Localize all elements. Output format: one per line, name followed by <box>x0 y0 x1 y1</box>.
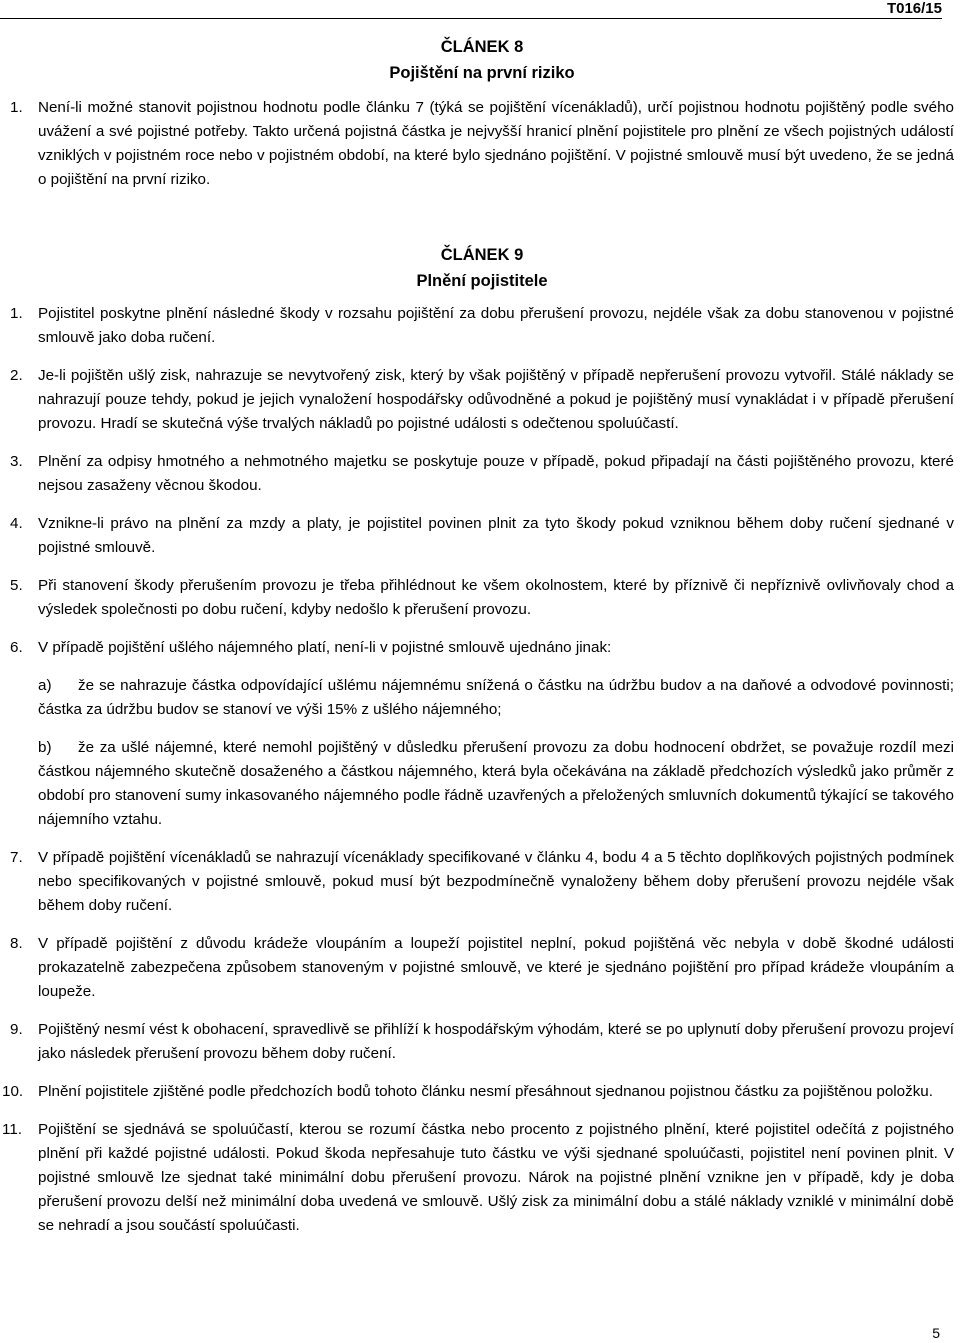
article-9-item-2 <box>10 364 954 436</box>
article-8-paragraph-1 <box>10 96 954 192</box>
paragraph-number: 1. <box>10 99 23 116</box>
article-9-item-11 <box>2 1118 954 1238</box>
page-number: 5 <box>932 1325 940 1341</box>
sub-text: že se nahrazuje částka odpovídající ušlému nájemnému snížená o částku na údržbu budov a na daňové a odvodové povinnosti; částka za údržbu budov se stanoví ve výši 15% z ušlého nájemného; <box>38 677 954 718</box>
sub-letter: a) <box>38 677 52 694</box>
item-text: V případě pojištění vícenákladů se nahrazují vícenáklady specifikované v článku 4, bodu 4 a 5 těchto doplňkových pojistných podmínek nebo specifikovaných v pojistné smlouvě, pokud musí být bezpodmínečně vynaloženy během doby přerušení provozu nejdéle však během doby ručení. <box>38 849 954 914</box>
document-body <box>2 34 954 1238</box>
article-9-item-3 <box>10 450 954 498</box>
sub-letter: b) <box>38 739 52 756</box>
item-number: 10. <box>2 1083 24 1100</box>
article-9-item-10 <box>2 1080 954 1104</box>
item-number: 7. <box>10 849 23 866</box>
article-9-subtitle: Plnění pojistitele <box>416 272 548 290</box>
article-8-subtitle: Pojištění na první riziko <box>389 64 575 82</box>
article-9-item-5 <box>10 574 954 622</box>
article-9-title: ČLÁNEK 9 <box>440 246 524 264</box>
item-number: 9. <box>10 1021 23 1038</box>
article-8-title: ČLÁNEK 8 <box>440 38 524 56</box>
item-number: 11. <box>2 1121 22 1138</box>
item-text: Pojištění se sjednává se spoluúčastí, kterou se rozumí částka nebo procento z pojistného plnění, které pojistitel odečítá z pojistného plnění při každé pojistné události. Pokud škoda nepřesahuje tuto částku ve výši sjednané spoluúčasti, pojistitel není povinen plnit. V pojistné smlouvě lze sjednat také minimální dobu přerušení provozu. Nárok na pojistné plnění vznikne jen v případě, kdy je doba přerušení provozu delší než minimální doba uvedená ve smlouvě. Ušlý zisk za minimální dobu a stálé náklady vzniklé v minimální době se nehradí a jsou součástí spoluúčasti. <box>38 1121 954 1234</box>
article-9-item-1 <box>10 302 954 350</box>
paragraph-text: Není-li možné stanovit pojistnou hodnotu podle článku 7 (týká se pojištění vícenákladů), určí pojistnou hodnotu pojištěný podle svého uvážení a své pojistné potřeby. Takto určená pojistná částka je nejvyšší hranicí plnění pojistitele pro plnění ze všech pojistných událostí vzniklých v pojistném roce nebo v pojistném období, na které bylo sjednáno pojištění. V pojistné smlouvě musí být uvedeno, že se jedná o pojištění na první riziko. <box>38 99 954 188</box>
document-code: T016/15 <box>886 0 942 17</box>
item-text: Vznikne-li právo na plnění za mzdy a platy, je pojistitel povinen plnit za tyto škody pokud vzniknou během doby ručení sjednané v pojistné smlouvě. <box>38 515 954 556</box>
item-number: 3. <box>10 453 23 470</box>
item-number: 1. <box>10 305 23 322</box>
article-9-item-8 <box>10 932 954 1004</box>
article-9-item-6-sub-a <box>38 674 954 722</box>
item-text: Pojistitel poskytne plnění následné škody v rozsahu pojištění za dobu přerušení provozu, nejdéle však za dobu stanovenou v pojistné smlouvě jako doba ručení. <box>38 305 954 346</box>
item-text: Plnění za odpisy hmotného a nehmotného majetku se poskytuje pouze v případě, pokud připadají na části pojištěného provozu, které nejsou zasaženy věcnou škodou. <box>38 453 954 494</box>
item-text: V případě pojištění z důvodu krádeže vloupáním a loupeží pojistitel neplní, pokud pojištěná věc nebyla v době škodné události prokazatelně zabezpečena způsobem stanoveným v pojistné smlouvě, ve které je sjednáno pojištění pro případ krádeže vloupáním a loupeže. <box>38 935 954 1000</box>
item-number: 2. <box>10 367 23 384</box>
item-number: 4. <box>10 515 23 532</box>
item-text: Pojištěný nesmí vést k obohacení, spravedlivě se přihlíží k hospodářským výhodám, které se po uplynutí doby přerušení provozu projeví jako následek přerušení provozu během doby ručení. <box>38 1021 954 1062</box>
article-9-item-6 <box>10 636 954 660</box>
sub-text: že za ušlé nájemné, které nemohl pojištěný v důsledku přerušení provozu za dobu hodnocení obdržet, se považuje rozdíl mezi částkou nájemného skutečně dosaženého a částkou nájemného, která byla očekávána na základě předchozích výsledků jako průměr z období pro stanovení sumy inkasovaného nájemného podle řádně uzavřených a přeložených smluvních dokumentů týkající se takového nájemního vztahu. <box>38 739 954 828</box>
item-text: Plnění pojistitele zjištěné podle předchozích bodů tohoto článku nesmí přesáhnout sjednanou pojistnou částku za pojištěnou položku. <box>38 1083 933 1100</box>
article-9-item-7 <box>10 846 954 918</box>
item-number: 5. <box>10 577 23 594</box>
item-number: 6. <box>10 639 23 656</box>
item-number: 8. <box>10 935 23 952</box>
header-rule <box>0 18 942 19</box>
article-9-item-4 <box>10 512 954 560</box>
item-text: V případě pojištění ušlého nájemného platí, není-li v pojistné smlouvě ujednáno jinak: <box>38 639 612 656</box>
item-text: Při stanovení škody přerušením provozu je třeba přihlédnout ke všem okolnostem, které by příznivě či nepříznivě ovlivňovaly chod a výsledek společnosti po dobu ručení, kdyby nedošlo k přerušení provozu. <box>38 577 954 618</box>
item-text: Je-li pojištěn ušlý zisk, nahrazuje se nevytvořený zisk, který by však pojištěný v případě nepřerušení provozu vytvořil. Stálé náklady se nahrazují pouze tehdy, pokud je jejich vynaložení hospodářsky odůvodněné a pokud je pojištěný musí vynakládat i v případě přerušení provozu. Hradí se skutečná výše trvalých nákladů po pojistné události s odečtenou spoluúčastí. <box>38 367 954 432</box>
article-9-item-9 <box>10 1018 954 1066</box>
article-9-item-6-sub-b <box>38 736 954 832</box>
